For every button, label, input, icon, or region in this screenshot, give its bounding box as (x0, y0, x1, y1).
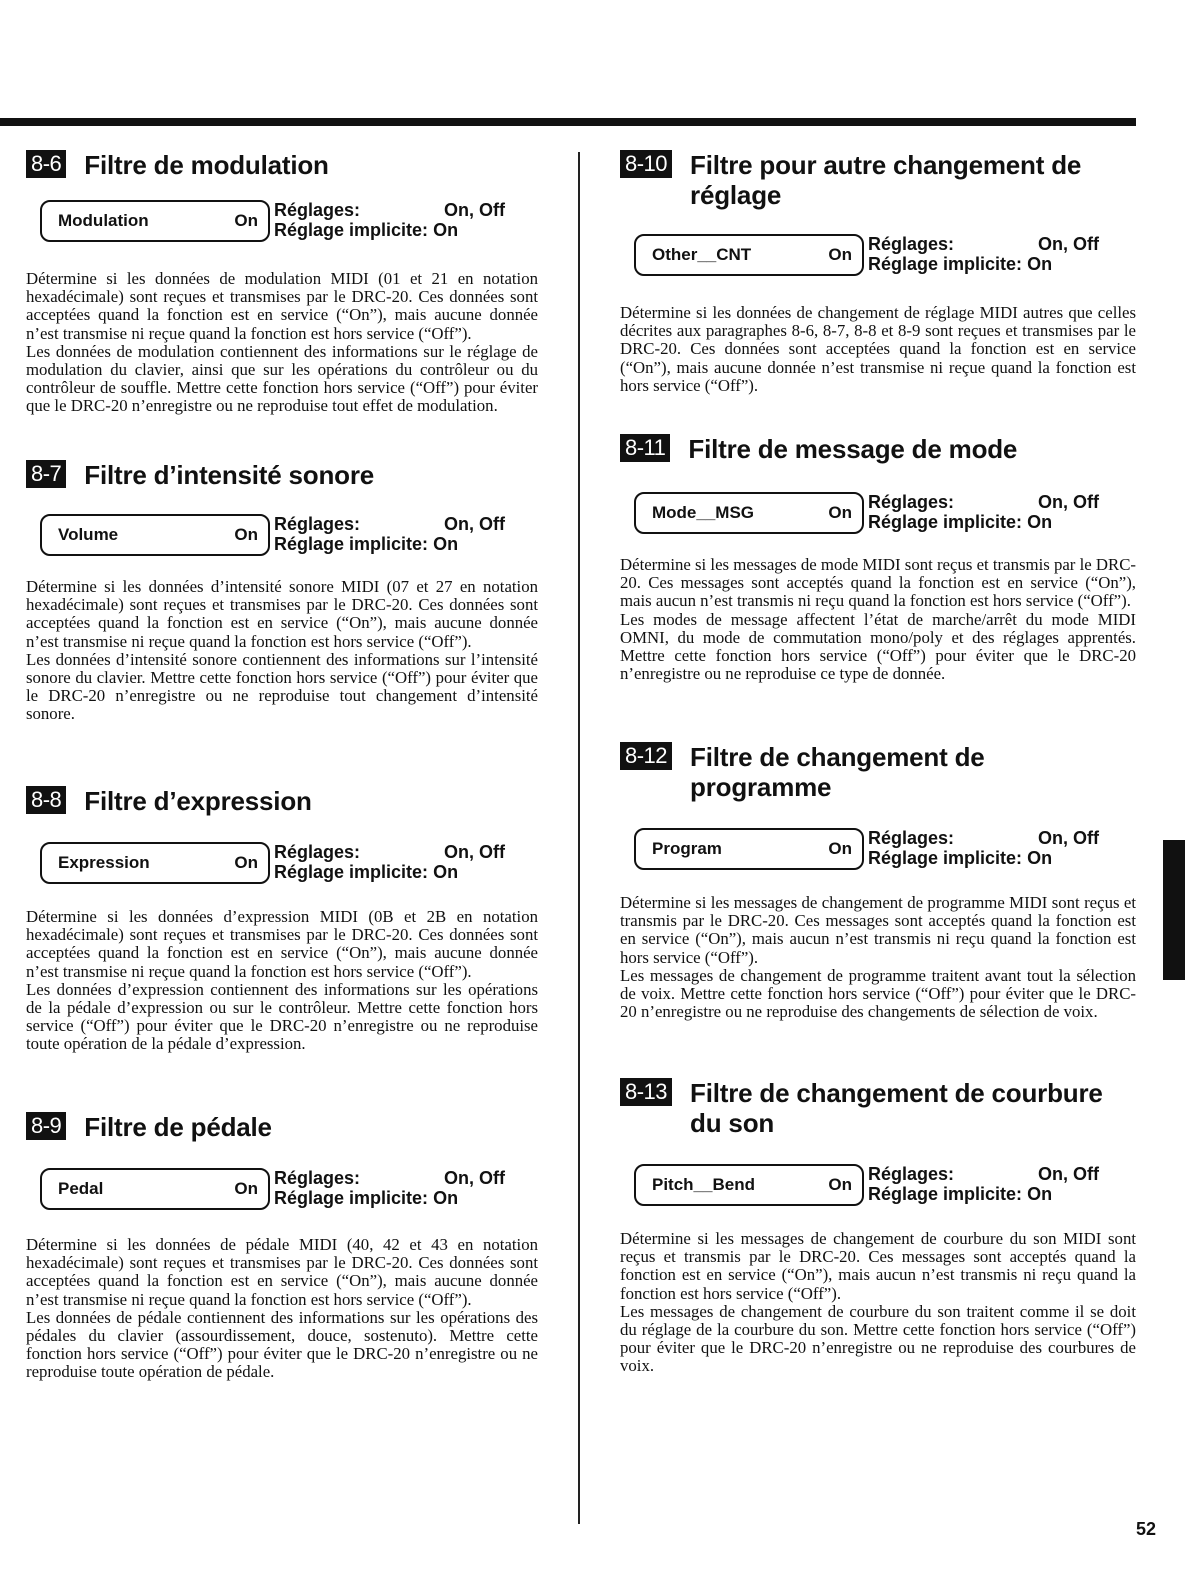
default-value: On (433, 220, 459, 240)
paragraph: Les données d’expression contiennent des informations sur les opérations de la pédale d’expression ou sur le contrôleur. Mettre cette fonction hors service (“Off”) pour éviter que le DRC-20 n’enregistre ou ne reproduise toute opération de la pédale d’expression. (26, 979, 538, 1054)
lcd-settings-row (620, 1164, 1136, 1216)
lcd-parameter-state: On (828, 503, 852, 522)
paragraph: Détermine si les données de changement de réglage MIDI autres que celles décrites aux paragraphes 8-6, 8-7, 8-8 et 8-9 sont reçues et transmises par le DRC-20. Ces données sont acceptées quand la fonction est en service (“On”), mais aucune donnée n’est transmise ni reçue quand la fonction est hors service (“Off”). (620, 303, 1136, 395)
section-8-7 (26, 460, 538, 724)
lcd-display (634, 234, 864, 276)
lcd-settings-row (26, 514, 538, 566)
section-number-badge: 8-6 (26, 150, 66, 178)
section-8-13 (620, 1078, 1136, 1376)
lcd-display (40, 514, 270, 556)
lcd-parameter-name: Mode__MSG (652, 503, 755, 522)
section-8-10 (620, 150, 1136, 395)
settings-info (274, 842, 505, 882)
lcd-parameter-state: On (234, 1179, 258, 1198)
settings-values: On, Off (444, 200, 505, 220)
section-number-badge: 8-11 (620, 434, 670, 462)
section-body (26, 270, 538, 416)
section-title: Filtre de message de mode (688, 434, 1018, 464)
default-value: On (433, 862, 459, 882)
paragraph: Les données de modulation contiennent des informations sur le réglage de modulation du clavier, ainsi que sur les opérations du contrôleur ou du contrôleur de souffle. Mettre cette fonction hors service (“Off”) pour éviter que le DRC-20 n’enregistre ou ne reproduise tout effet de modulation. (26, 341, 538, 416)
lcd-parameter-name: Pitch__Bend (652, 1175, 755, 1194)
paragraph: Détermine si les données de modulation MIDI (01 et 21 en notation hexadécimale) sont reçues et transmises par le DRC-20. Ces données sont acceptées quand la fonction est en service (“On”), mais aucune donnée n’est transmise ni reçue quand la fonction est hors service (“Off”). (26, 269, 538, 343)
thumb-index-tab (1163, 840, 1185, 980)
lcd-display (634, 828, 864, 870)
lcd-settings-row (620, 234, 1136, 286)
section-body (620, 556, 1136, 683)
section-title: Filtre de changement de courbure du son (690, 1078, 1103, 1138)
default-label: Réglage implicite: (274, 534, 429, 554)
settings-values: On, Off (444, 514, 505, 534)
default-label: Réglage implicite: (868, 512, 1023, 532)
lcd-display (40, 200, 270, 242)
paragraph: Détermine si les messages de changement de courbure du son MIDI sont reçus et transmis par le DRC-20. Ces messages sont acceptés quand la fonction est en service (“On”), mais aucun n’est transmis ni reçu quand la fonction est hors service (“Off”). (620, 1229, 1136, 1303)
lcd-settings-row (620, 828, 1136, 880)
settings-values: On, Off (444, 842, 505, 862)
lcd-display (40, 842, 270, 884)
lcd-settings-row (26, 200, 538, 252)
default-value: On (433, 1188, 459, 1208)
lcd-parameter-name: Volume (58, 525, 119, 544)
lcd-parameter-state: On (828, 1175, 852, 1194)
section-8-11 (620, 434, 1136, 683)
default-label: Réglage implicite: (274, 862, 429, 882)
section-body (620, 304, 1136, 395)
settings-label: Réglages: (868, 234, 955, 254)
default-value: On (433, 534, 459, 554)
paragraph: Les messages de changement de courbure du son traitent comme il se doit du réglage de la courbure du son. Mettre cette fonction hors service (“Off”) pour éviter que le DRC-20 n’enregistre ou ne reproduise des courbures de voix. (620, 1301, 1136, 1376)
settings-info (274, 1168, 505, 1208)
paragraph: Détermine si les données d’intensité sonore MIDI (07 et 27 en notation hexadécimale) sont reçues et transmises par le DRC-20. Ces données sont acceptées quand la fonction est en service (“On”), mais aucune donnée n’est transmise ni reçue quand la fonction est hors service (“Off”). (26, 577, 538, 651)
settings-values: On, Off (1038, 234, 1099, 254)
paragraph: Les messages de changement de programme traitent avant tout la sélection de voix. Mettre cette fonction hors service (“Off”) pour éviter que le DRC-20 n’enregistre ou ne reproduise des changements de sélection de voix. (620, 965, 1136, 1022)
settings-label: Réglages: (274, 842, 361, 862)
lcd-parameter-state: On (234, 853, 258, 872)
settings-values: On, Off (444, 1168, 505, 1188)
default-label: Réglage implicite: (868, 848, 1023, 868)
lcd-parameter-name: Pedal (58, 1179, 104, 1198)
settings-label: Réglages: (274, 1168, 361, 1188)
settings-info (868, 1164, 1099, 1204)
lcd-parameter-name: Program (652, 839, 722, 858)
section-title: Filtre pour autre changement de réglage (690, 150, 1082, 210)
settings-label: Réglages: (274, 200, 361, 220)
section-8-12 (620, 742, 1136, 1021)
settings-label: Réglages: (868, 492, 955, 512)
settings-info (868, 234, 1099, 274)
page-number: 52 (1136, 1519, 1157, 1539)
paragraph: Détermine si les données de pédale MIDI (40, 42 et 43 en notation hexadécimale) sont reçues et transmises par le DRC-20. Ces données sont acceptées quand la fonction est en service (“On”), mais aucune donnée n’est transmise ni reçue quand la fonction est hors service (“Off”). (26, 1235, 538, 1309)
section-body (26, 1236, 538, 1382)
default-label: Réglage implicite: (868, 254, 1023, 274)
lcd-parameter-state: On (828, 245, 852, 264)
settings-label: Réglages: (868, 1164, 955, 1184)
lcd-parameter-name: Other__CNT (652, 245, 752, 264)
settings-values: On, Off (1038, 1164, 1099, 1184)
paragraph: Détermine si les messages de changement de programme MIDI sont reçus et transmis par le DRC-20. Ces messages sont acceptés quand la fonction est en service (“On”), mais aucun n’est transmis ni reçu quand la fonction est hors service (“Off”). (620, 893, 1136, 967)
lcd-parameter-state: On (234, 525, 258, 544)
lcd-settings-row (620, 492, 1136, 544)
section-number-badge: 8-9 (26, 1112, 66, 1140)
lcd-parameter-name: Expression (58, 853, 150, 872)
paragraph: Les modes de message affectent l’état de marche/arrêt du mode MIDI OMNI, du mode de commutation mono/poly et des réglages apprentés. Mettre cette fonction hors service (“Off”) pour éviter que le DRC-20 n’enregistre ou ne reproduise ce type de donnée. (620, 609, 1136, 684)
paragraph: Les données de pédale contiennent des informations sur les opérations des pédales du clavier (assourdissement, douce, sostenuto). Mettre cette fonction hors service (“Off”) pour éviter que le DRC-20 n’enregistre ou ne reproduise toute opération de pédale. (26, 1307, 538, 1382)
lcd-parameter-name: Modulation (58, 211, 149, 230)
section-8-9 (26, 1112, 538, 1382)
lcd-settings-row (26, 842, 538, 894)
section-number-badge: 8-13 (620, 1078, 672, 1106)
section-number-badge: 8-7 (26, 460, 66, 488)
paragraph: Les données d’intensité sonore contiennent des informations sur l’intensité sonore du clavier. Mettre cette fonction hors service (“Off”) pour éviter que le DRC-20 n’enregistre ou ne reproduise tout changement d’intensité sonore. (26, 649, 538, 724)
lcd-settings-row (26, 1168, 538, 1220)
lcd-display (634, 1164, 864, 1206)
section-8-8 (26, 786, 538, 1054)
settings-values: On, Off (1038, 828, 1099, 848)
section-title: Filtre d’expression (84, 786, 312, 816)
section-title: Filtre d’intensité sonore (84, 460, 375, 490)
section-title: Filtre de changement de programme (690, 742, 985, 802)
settings-info (274, 200, 505, 240)
settings-label: Réglages: (274, 514, 361, 534)
default-label: Réglage implicite: (274, 220, 429, 240)
section-body (620, 1230, 1136, 1376)
settings-info (274, 514, 505, 554)
lcd-display (40, 1168, 270, 1210)
lcd-parameter-state: On (234, 211, 258, 230)
settings-info (868, 828, 1099, 868)
paragraph: Détermine si les messages de mode MIDI sont reçus et transmis par le DRC-20. Ces messages sont acceptés quand la fonction est en service (“On”), mais aucun n’est transmis ni reçu quand la fonction est hors service (“Off”). (620, 555, 1136, 611)
column-divider (578, 152, 580, 1524)
lcd-display (634, 492, 864, 534)
paragraph: Détermine si les données d’expression MIDI (0B et 2B en notation hexadécimale) sont reçues et transmises par le DRC-20. Ces données sont acceptées quand la fonction est en service (“On”), mais aucune donnée n’est transmise ni reçue quand la fonction est hors service (“Off”). (26, 907, 538, 981)
section-title: Filtre de modulation (84, 150, 329, 180)
lcd-parameter-state: On (828, 839, 852, 858)
section-number-badge: 8-10 (620, 150, 672, 178)
section-body (26, 578, 538, 724)
section-title: Filtre de pédale (84, 1112, 272, 1142)
default-value: On (1027, 1184, 1053, 1204)
settings-info (868, 492, 1099, 532)
section-8-6 (26, 150, 538, 416)
default-label: Réglage implicite: (274, 1188, 429, 1208)
top-rule (0, 118, 1136, 126)
default-label: Réglage implicite: (868, 1184, 1023, 1204)
section-body (26, 908, 538, 1054)
default-value: On (1027, 848, 1053, 868)
settings-label: Réglages: (868, 828, 955, 848)
section-body (620, 894, 1136, 1021)
default-value: On (1027, 254, 1053, 274)
default-value: On (1027, 512, 1053, 532)
settings-values: On, Off (1038, 492, 1099, 512)
section-number-badge: 8-12 (620, 742, 672, 770)
section-number-badge: 8-8 (26, 786, 66, 814)
